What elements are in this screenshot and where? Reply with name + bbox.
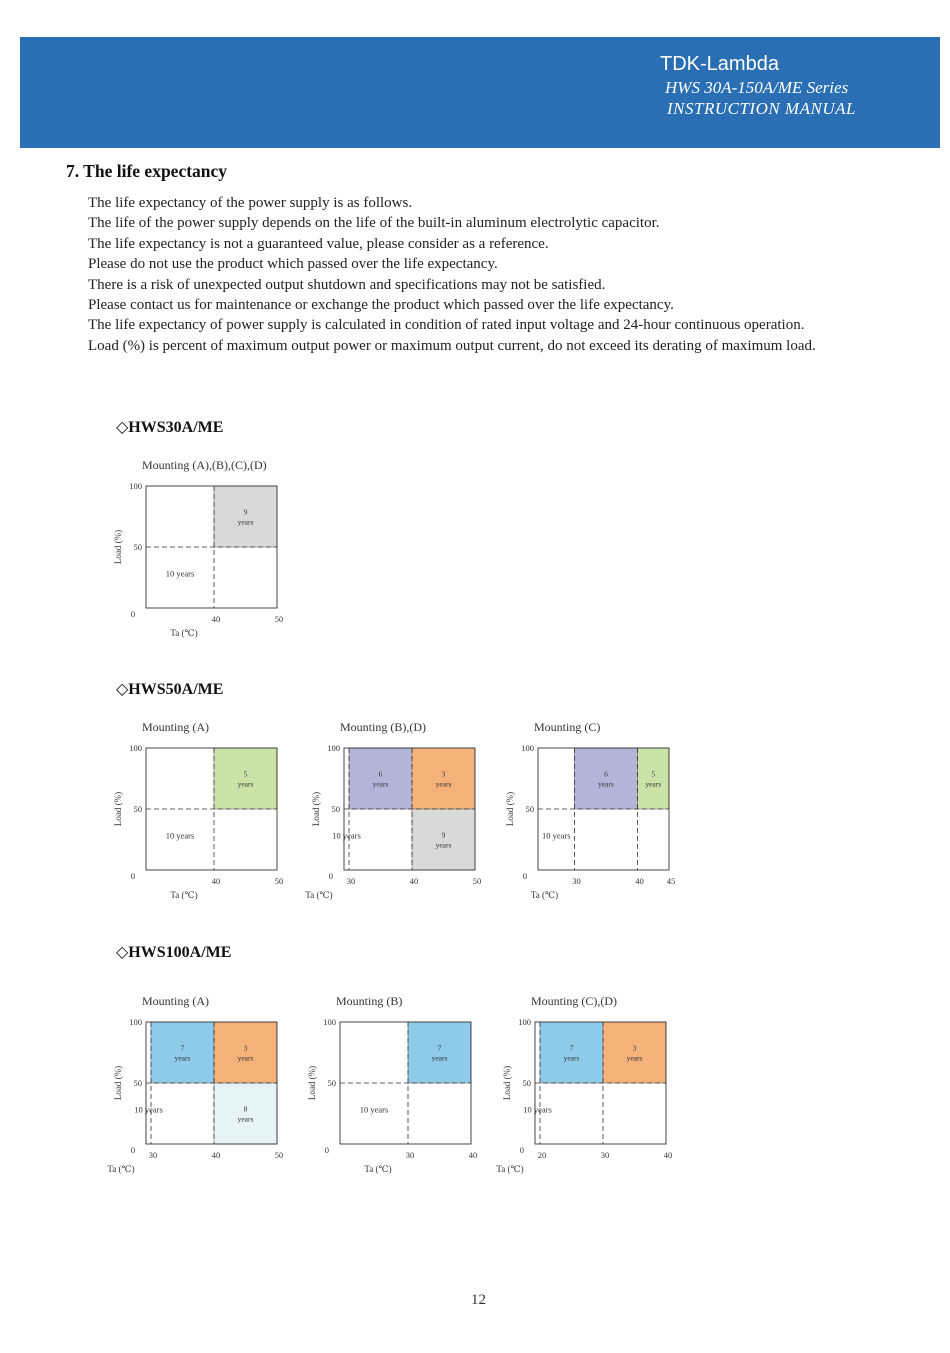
region-years-unit: years [435,840,452,850]
y-tick-label: 50 [133,1078,142,1088]
paragraph: The life expectancy is not a guaranteed value, please consider as a reference. [88,235,549,252]
x-tick-label: 30 [346,876,356,886]
life-chart-hws50a-mounting-c [500,717,700,903]
region-years-value: 3 [441,769,446,779]
region-years-value: 7 [437,1043,442,1053]
y-axis-label: Load (%) [311,791,321,827]
y-tick-label: 50 [327,1078,336,1088]
region-years-value: 6 [604,769,608,779]
origin-label: 0 [130,1145,135,1155]
paragraph: Please contact us for maintenance or exchange the product which passed over the life expectancy. [88,297,674,314]
x-tick-label: 40 [468,1150,478,1160]
model-heading-hws50a: ◇HWS50A/ME [116,681,224,698]
region-years-value: 8 [243,1104,248,1114]
page-number: 12 [471,1292,486,1308]
x-tick-label: 40 [663,1150,673,1160]
life-chart-hws100a-mounting-a [108,991,308,1177]
chart-title: Mounting (A),(B),(C),(D) [142,458,267,472]
base-life-label: 10 years [134,1104,163,1115]
y-tick-label: 100 [518,1017,531,1027]
region-years-unit: years [237,517,254,527]
paragraph: The life of the power supply depends on the life of the built-in aluminum electrolytic capacitor. [88,215,660,232]
paragraph: Load (%) is percent of maximum output power or maximum output current, do not exceed its derating of maximum load. [88,337,816,354]
y-tick-label: 100 [327,743,340,753]
chart-title: Mounting (C) [534,720,601,734]
life-region [214,1083,277,1144]
x-tick-label: 20 [537,1150,547,1160]
origin-label: 0 [522,871,527,881]
region-years-value: 5 [651,769,656,779]
chart-title: Mounting (B) [336,994,403,1008]
life-region [214,1022,277,1083]
life-region [540,1022,603,1083]
x-tick-label: 40 [635,876,644,886]
y-axis-label: Load (%) [113,1065,123,1101]
region-years-value: 3 [243,1043,248,1053]
region-years-unit: years [237,1114,254,1124]
life-region [603,1022,666,1083]
life-chart-hws100a-mounting-b [302,991,502,1177]
region-years-value: 9 [441,830,446,840]
x-tick-label: 50 [274,1150,284,1160]
life-region [638,748,670,809]
chart-title: Mounting (A) [142,994,209,1008]
section-title: 7. The life expectancy [66,161,228,181]
x-tick-label: 40 [211,614,221,624]
region-years-unit: years [237,1053,254,1063]
base-life-label: 10 years [523,1104,552,1115]
life-chart-hws50a-mounting-a [108,717,308,903]
x-axis-label: Ta (℃) [364,1164,392,1174]
x-axis-label: Ta (℃) [170,890,198,900]
x-tick-label: 40 [211,876,221,886]
life-region [575,748,638,809]
y-tick-label: 100 [129,481,142,491]
x-axis-label: Ta (℃) [496,1164,524,1174]
x-axis-label: Ta (℃) [170,628,198,638]
y-tick-label: 100 [129,1017,142,1027]
series-name: HWS 30A-150A/ME Series [665,78,849,97]
x-tick-label: 30 [572,876,581,886]
origin-label: 0 [324,1145,329,1155]
y-tick-label: 50 [522,1078,531,1088]
region-years-value: 7 [180,1043,185,1053]
x-tick-label: 45 [666,876,676,886]
region-years-unit: years [372,779,389,789]
region-years-unit: years [174,1053,191,1063]
region-years-unit: years [626,1053,643,1063]
region-years-value: 6 [378,769,383,779]
base-life-label: 10 years [165,568,195,579]
chart-title: Mounting (A) [142,720,209,734]
paragraph: Please do not use the product which passed over the life expectancy. [88,256,498,273]
region-years-unit: years [598,779,614,789]
y-axis-label: Load (%) [307,1065,317,1101]
x-tick-label: 50 [274,876,284,886]
y-tick-label: 50 [525,804,534,814]
x-axis-label: Ta (℃) [530,890,559,900]
region-years-value: 3 [632,1043,637,1053]
paragraph: The life expectancy of power supply is calculated in condition of rated input voltage and 24-hour continuous operation. [88,317,805,334]
section-body [88,193,888,356]
y-tick-label: 100 [323,1017,336,1027]
y-axis-label: Load (%) [113,529,123,565]
y-tick-label: 50 [133,804,142,814]
x-axis-label: Ta (℃) [305,890,333,900]
region-years-unit: years [435,779,452,789]
base-life-label: 10 years [332,830,361,841]
y-axis-label: Load (%) [505,791,515,827]
chart-title: Mounting (C),(D) [531,994,617,1008]
life-region [408,1022,471,1083]
chart-title: Mounting (B),(D) [340,720,426,734]
x-axis-label: Ta (℃) [107,1164,135,1174]
brand-name: TDK-Lambda [660,53,779,75]
life-region [412,748,475,809]
paragraph: The life expectancy of the power supply is as follows. [88,195,413,211]
region-years-unit: years [237,779,254,789]
paragraph: There is a risk of unexpected output shutdown and specifications may not be satisfied. [88,276,606,293]
manual-title: INSTRUCTION MANUAL [667,99,856,118]
model-heading-hws30a: ◇HWS30A/ME [116,419,224,436]
x-tick-label: 30 [600,1150,610,1160]
x-tick-label: 50 [274,614,284,624]
life-chart-hws30a-mounting-abcd [108,455,308,641]
origin-label: 0 [130,609,135,619]
life-chart-hws100a-mounting-cd [497,991,697,1177]
x-tick-label: 50 [472,876,482,886]
base-life-label: 10 years [541,830,571,841]
region-years-unit: years [563,1053,580,1063]
x-tick-label: 30 [148,1150,158,1160]
y-axis-label: Load (%) [113,791,123,827]
model-heading-hws100a: ◇HWS100A/ME [116,944,232,961]
life-region [412,809,475,870]
origin-label: 0 [130,871,135,881]
y-tick-label: 100 [129,743,142,753]
y-tick-label: 100 [521,743,534,753]
x-tick-label: 40 [211,1150,221,1160]
base-life-label: 10 years [359,1104,389,1115]
y-tick-label: 50 [331,804,340,814]
life-chart-hws50a-mounting-bd [306,717,506,903]
life-region [349,748,412,809]
origin-label: 0 [328,871,333,881]
y-tick-label: 50 [133,542,142,552]
region-years-unit: years [431,1053,448,1063]
region-years-unit: years [645,779,662,789]
base-life-label: 10 years [165,830,195,841]
life-region [214,748,277,809]
life-region [151,1022,214,1083]
x-tick-label: 40 [409,876,419,886]
y-axis-label: Load (%) [502,1065,512,1101]
region-years-value: 7 [569,1043,574,1053]
region-years-value: 9 [243,507,248,517]
life-region [214,486,277,547]
region-years-value: 5 [243,769,248,779]
x-tick-label: 30 [405,1150,415,1160]
origin-label: 0 [519,1145,524,1155]
